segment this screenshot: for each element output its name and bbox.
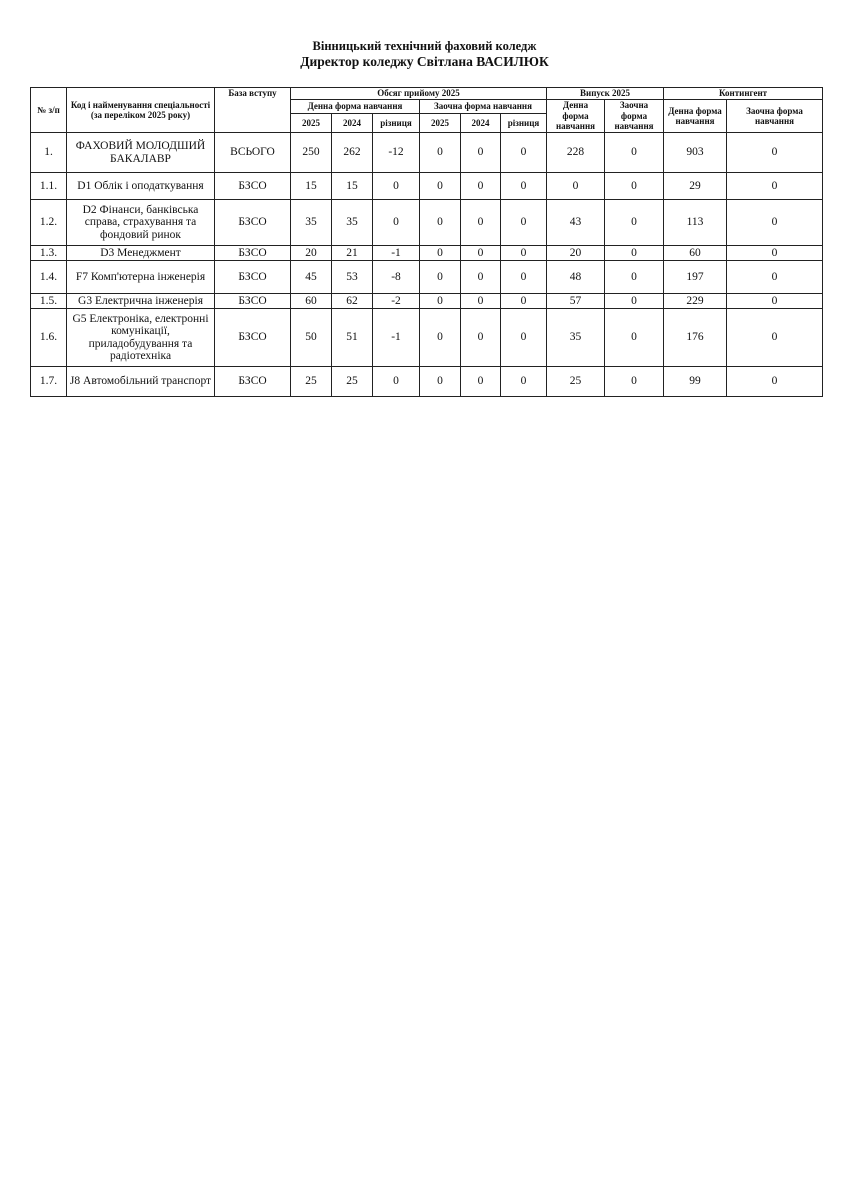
cell-grad-day: 20 (547, 246, 605, 261)
table-row (31, 246, 823, 261)
cell-base: БЗСО (215, 200, 291, 246)
cell-grad-day: 228 (547, 133, 605, 173)
cell-day-2025: 15 (291, 173, 332, 200)
header-admission-day: Денна форма навчання (291, 100, 420, 114)
cell-base: БЗСО (215, 261, 291, 294)
cell-base: БЗСО (215, 173, 291, 200)
cell-cont-ext: 0 (727, 367, 823, 397)
cell-grad-day: 0 (547, 173, 605, 200)
cell-ext-2024: 0 (461, 309, 501, 367)
cell-cont-ext: 0 (727, 261, 823, 294)
cell-ext-2025: 0 (420, 200, 461, 246)
cell-cont-ext: 0 (727, 294, 823, 309)
cell-grad-ext: 0 (605, 200, 664, 246)
header-ext-2024: 2024 (461, 114, 501, 133)
cell-ext-2024: 0 (461, 367, 501, 397)
cell-specialty: F7 Комп'ютерна інженерія (67, 261, 215, 294)
cell-grad-ext: 0 (605, 309, 664, 367)
cell-ext-2024: 0 (461, 133, 501, 173)
cell-num: 1.7. (31, 367, 67, 397)
header-graduation-day: Денна форма навчання (547, 100, 605, 133)
cell-day-diff: -2 (373, 294, 420, 309)
header-base: База вступу (215, 88, 291, 133)
table-row (31, 200, 823, 246)
cell-grad-ext: 0 (605, 173, 664, 200)
cell-ext-2025: 0 (420, 261, 461, 294)
cell-grad-ext: 0 (605, 294, 664, 309)
header-contingent-day: Денна форма навчання (664, 100, 727, 133)
cell-ext-2025: 0 (420, 294, 461, 309)
cell-cont-ext: 0 (727, 173, 823, 200)
cell-grad-ext: 0 (605, 367, 664, 397)
cell-grad-ext: 0 (605, 133, 664, 173)
cell-cont-ext: 0 (727, 133, 823, 173)
cell-cont-day: 113 (664, 200, 727, 246)
cell-day-2025: 250 (291, 133, 332, 173)
cell-base: БЗСО (215, 246, 291, 261)
cell-grad-day: 57 (547, 294, 605, 309)
table-row (31, 309, 823, 367)
cell-day-2025: 60 (291, 294, 332, 309)
cell-cont-day: 99 (664, 367, 727, 397)
cell-ext-2024: 0 (461, 261, 501, 294)
cell-ext-2025: 0 (420, 246, 461, 261)
header-ext-diff: різниця (501, 114, 547, 133)
header-admission: Обсяг прийому 2025 (291, 88, 547, 100)
cell-day-2025: 45 (291, 261, 332, 294)
cell-base: БЗСО (215, 309, 291, 367)
cell-ext-diff: 0 (501, 294, 547, 309)
header-graduation-extramural: Заочна форма навчання (605, 100, 664, 133)
cell-grad-day: 25 (547, 367, 605, 397)
cell-cont-ext: 0 (727, 309, 823, 367)
header-ext-2025: 2025 (420, 114, 461, 133)
cell-num: 1.1. (31, 173, 67, 200)
table-row (31, 367, 823, 397)
cell-ext-diff: 0 (501, 133, 547, 173)
cell-day-2024: 21 (332, 246, 373, 261)
cell-num: 1. (31, 133, 67, 173)
header-num: № з/п (31, 88, 67, 133)
cell-day-2025: 35 (291, 200, 332, 246)
header-specialty: Код і найменування спеціальності (за переліком 2025 року) (67, 88, 215, 133)
cell-grad-day: 43 (547, 200, 605, 246)
cell-base: БЗСО (215, 294, 291, 309)
cell-ext-2025: 0 (420, 173, 461, 200)
cell-ext-2024: 0 (461, 200, 501, 246)
cell-specialty: J8 Автомобільний транспорт (67, 367, 215, 397)
header-graduation: Випуск 2025 (547, 88, 664, 100)
college-name: Вінницький технічний фаховий коледж (312, 39, 537, 53)
cell-grad-ext: 0 (605, 246, 664, 261)
cell-day-diff: -12 (373, 133, 420, 173)
cell-ext-diff: 0 (501, 367, 547, 397)
cell-num: 1.2. (31, 200, 67, 246)
cell-cont-day: 176 (664, 309, 727, 367)
table-row (31, 173, 823, 200)
cell-cont-ext: 0 (727, 200, 823, 246)
cell-ext-2025: 0 (420, 309, 461, 367)
cell-ext-diff: 0 (501, 200, 547, 246)
cell-day-2024: 35 (332, 200, 373, 246)
cell-day-diff: -1 (373, 246, 420, 261)
cell-num: 1.5. (31, 294, 67, 309)
header-admission-extramural: Заочна форма навчання (420, 100, 547, 114)
cell-cont-day: 29 (664, 173, 727, 200)
cell-base: ВСЬОГО (215, 133, 291, 173)
cell-day-2024: 51 (332, 309, 373, 367)
cell-day-diff: 0 (373, 200, 420, 246)
document-header (0, 38, 849, 70)
header-contingent-extramural: Заочна форма навчання (727, 100, 823, 133)
cell-cont-day: 197 (664, 261, 727, 294)
cell-ext-2025: 0 (420, 367, 461, 397)
table-row (31, 133, 823, 173)
cell-ext-diff: 0 (501, 173, 547, 200)
header-day-2025: 2025 (291, 114, 332, 133)
cell-day-2024: 15 (332, 173, 373, 200)
admission-table (30, 87, 823, 397)
cell-day-2025: 25 (291, 367, 332, 397)
cell-specialty: D3 Менеджмент (67, 246, 215, 261)
cell-base: БЗСО (215, 367, 291, 397)
cell-day-2024: 53 (332, 261, 373, 294)
cell-ext-2024: 0 (461, 173, 501, 200)
cell-cont-day: 60 (664, 246, 727, 261)
cell-ext-diff: 0 (501, 246, 547, 261)
cell-day-2025: 50 (291, 309, 332, 367)
cell-ext-2024: 0 (461, 246, 501, 261)
header-day-diff: різниця (373, 114, 420, 133)
cell-day-diff: -8 (373, 261, 420, 294)
cell-ext-2025: 0 (420, 133, 461, 173)
cell-cont-day: 903 (664, 133, 727, 173)
cell-day-diff: 0 (373, 173, 420, 200)
cell-cont-ext: 0 (727, 246, 823, 261)
cell-day-diff: -1 (373, 309, 420, 367)
cell-grad-day: 35 (547, 309, 605, 367)
header-day-2024: 2024 (332, 114, 373, 133)
cell-ext-diff: 0 (501, 309, 547, 367)
header-contingent: Контингент (664, 88, 823, 100)
cell-day-2024: 262 (332, 133, 373, 173)
cell-specialty: G3 Електрична інженерія (67, 294, 215, 309)
cell-specialty: ФАХОВИЙ МОЛОДШИЙ БАКАЛАВР (67, 133, 215, 173)
cell-day-2024: 25 (332, 367, 373, 397)
cell-day-diff: 0 (373, 367, 420, 397)
cell-num: 1.3. (31, 246, 67, 261)
cell-specialty: D1 Облік і оподаткування (67, 173, 215, 200)
cell-cont-day: 229 (664, 294, 727, 309)
director-name: Директор коледжу Світлана ВАСИЛЮК (300, 54, 549, 69)
cell-grad-ext: 0 (605, 261, 664, 294)
table-row (31, 261, 823, 294)
cell-grad-day: 48 (547, 261, 605, 294)
cell-day-2025: 20 (291, 246, 332, 261)
cell-ext-diff: 0 (501, 261, 547, 294)
cell-ext-2024: 0 (461, 294, 501, 309)
cell-day-2024: 62 (332, 294, 373, 309)
cell-num: 1.4. (31, 261, 67, 294)
cell-num: 1.6. (31, 309, 67, 367)
cell-specialty: D2 Фінанси, банківська справа, страхування та фондовий ринок (67, 200, 215, 246)
cell-specialty: G5 Електроніка, електронні комунікації, приладобудування та радіотехніка (67, 309, 215, 367)
table-row (31, 294, 823, 309)
